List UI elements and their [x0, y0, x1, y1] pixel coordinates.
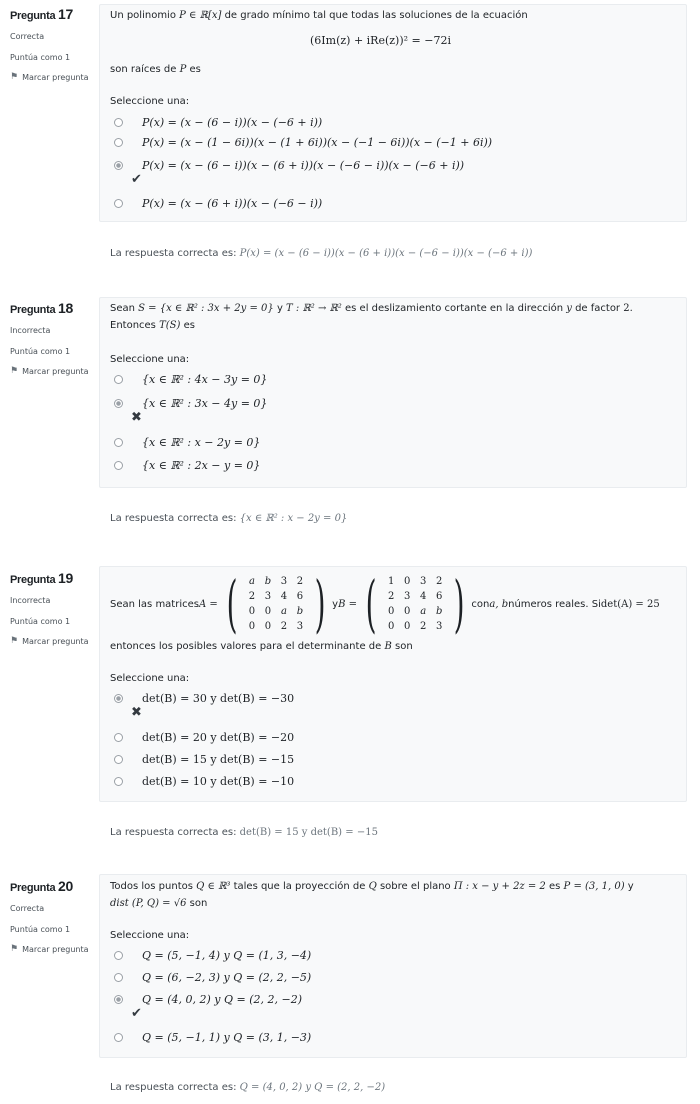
answer-option-selected[interactable]: Q = (4, 0, 2) y Q = (2, 2, −2)	[114, 991, 302, 1007]
answer-option[interactable]: Q = (5, −1, 1) y Q = (3, 1, −3)	[114, 1029, 311, 1045]
matrix-cell: 0	[404, 621, 411, 632]
matrix-cell: 2	[388, 591, 395, 602]
right-answer: La respuesta correcta es: Q = (4, 0, 2) y Q = (2, 2, −2)	[110, 1082, 386, 1093]
radio-button[interactable]	[114, 438, 123, 447]
answer-option[interactable]: {x ∈ ℝ² : 2x − y = 0}	[114, 457, 260, 473]
answer-option[interactable]: Q = (6, −2, 3) y Q = (2, 2, −5)	[114, 969, 311, 985]
question-text: Sean S = {x ∈ ℝ² : 3x + 2y = 0} y T : ℝ² → ℝ² es el deslizamiento cortante en la dirección y de factor 2.	[110, 303, 633, 314]
answer-option[interactable]: det(B) = 20 y det(B) = −20	[114, 729, 294, 745]
question-state: Correcta	[10, 904, 45, 913]
matrix-cell: 0	[248, 621, 256, 632]
matrix-cell: 2	[248, 591, 256, 602]
question-grade: Puntúa como 1	[10, 925, 71, 934]
flag-label: Marcar pregunta	[22, 72, 89, 82]
select-prompt: Seleccione una:	[110, 354, 190, 365]
question-info-18	[10, 300, 96, 376]
radio-button[interactable]	[114, 199, 123, 208]
matrix-cell: a	[280, 606, 287, 617]
answer-option[interactable]: P(x) = (x − (1 − 6i))(x − (1 + 6i))(x − (−1 − 6i))(x − (−1 + 6i))	[114, 134, 492, 150]
incorrect-cross-icon: ✖	[131, 410, 142, 425]
matrix-cell: 2	[420, 621, 427, 632]
radio-button[interactable]	[114, 1033, 123, 1042]
matrix-cell: 0	[404, 576, 411, 587]
radio-button-checked[interactable]	[114, 399, 123, 408]
matrix-b: ( 1 0 3 2 2 3 4 6 0 0 a b 0 0 2 3 )	[365, 567, 465, 640]
radio-button-checked[interactable]	[114, 161, 123, 170]
matrix-cell: 3	[280, 576, 288, 587]
matrix-cell: 2	[296, 576, 304, 587]
question-state: Incorrecta	[10, 596, 51, 605]
answer-option-selected[interactable]: det(B) = 30 y det(B) = −30	[114, 690, 294, 706]
question-grade: Puntúa como 1	[10, 53, 71, 62]
select-prompt: Seleccione una:	[110, 673, 190, 684]
right-answer: La respuesta correcta es: det(B) = 15 y det(B) = −15	[110, 827, 378, 838]
question-grade: Puntúa como 1	[10, 347, 71, 356]
answer-option[interactable]: P(x) = (x − (6 + i))(x − (−6 − i))	[114, 195, 322, 211]
radio-button[interactable]	[114, 777, 123, 786]
correct-check-icon: ✔	[131, 1006, 142, 1021]
matrix-cell: 1	[388, 576, 395, 587]
matrix-cell: 4	[280, 591, 288, 602]
flag-label: Marcar pregunta	[22, 636, 89, 646]
matrix-cell: 2	[280, 621, 288, 632]
radio-button[interactable]	[114, 118, 123, 127]
flag-icon: ⚑	[10, 72, 19, 82]
matrix-cell: b	[264, 576, 272, 587]
right-answer: La respuesta correcta es: P(x) = (x − (6 − i))(x − (6 + i))(x − (−6 − i))(x − (−6 + i))	[110, 248, 533, 259]
select-prompt: Seleccione una:	[110, 930, 190, 941]
radio-button[interactable]	[114, 461, 123, 470]
matrix-cell: 3	[436, 621, 443, 632]
question-number: Pregunta 18	[10, 300, 74, 316]
question-equation: (6Im(z) + iRe(z))² = −72i	[310, 34, 451, 47]
question-number: Pregunta 20	[10, 878, 74, 894]
question-number: Pregunta 17	[10, 6, 74, 22]
flag-icon: ⚑	[10, 636, 19, 646]
matrix-cell: 2	[436, 576, 443, 587]
answer-option[interactable]: {x ∈ ℝ² : x − 2y = 0}	[114, 434, 260, 450]
radio-button[interactable]	[114, 951, 123, 960]
flag-question-link[interactable]	[10, 944, 96, 954]
matrix-cell: 0	[248, 606, 256, 617]
question-info-19	[10, 570, 96, 646]
radio-button-checked[interactable]	[114, 694, 123, 703]
question-grade: Puntúa como 1	[10, 617, 71, 626]
flag-icon: ⚑	[10, 944, 19, 954]
answer-option-selected[interactable]: {x ∈ ℝ² : 3x − 4y = 0}	[114, 395, 267, 411]
radio-button[interactable]	[114, 755, 123, 764]
question-text: Un polinomio P ∈ ℝ[x] de grado mínimo tal que todas las soluciones de la ecuación	[110, 10, 528, 21]
question-text-2: son raíces de P es	[110, 64, 201, 75]
question-state: Incorrecta	[10, 326, 51, 335]
matrix-cell: a	[420, 606, 427, 617]
select-prompt: Seleccione una:	[110, 96, 190, 107]
radio-button[interactable]	[114, 733, 123, 742]
answer-option-selected[interactable]: P(x) = (x − (6 − i))(x − (6 + i))(x − (−6 − i))(x − (−6 + i))	[114, 157, 464, 173]
flag-label: Marcar pregunta	[22, 366, 89, 376]
question-text-2: entonces los posibles valores para el determinante de B son	[110, 641, 413, 652]
matrix-a: ( a b 3 2 2 3 4 6 0 0 a b 0 0 2 3 )	[226, 567, 326, 640]
question-info-17	[10, 6, 96, 82]
question-text-2: dist (P, Q) = √6 son	[110, 898, 208, 909]
answer-option[interactable]: det(B) = 15 y det(B) = −15	[114, 751, 294, 767]
matrix-cell: 3	[264, 591, 272, 602]
matrix-cell: 3	[296, 621, 304, 632]
answer-option[interactable]: {x ∈ ℝ² : 4x − 3y = 0}	[114, 371, 267, 387]
question-text: Todos los puntos Q ∈ ℝ³ tales que la proyección de Q sobre el plano Π : x − y + 2z = 2 es P = (3, 1, 0) y	[110, 881, 634, 892]
matrix-cell: 6	[436, 591, 443, 602]
matrix-cell: 0	[388, 606, 395, 617]
answer-option[interactable]: det(B) = 10 y det(B) = −10	[114, 773, 294, 789]
flag-question-link[interactable]	[10, 366, 96, 376]
matrix-cell: 3	[420, 576, 427, 587]
correct-check-icon: ✔	[131, 172, 142, 187]
answer-option[interactable]: P(x) = (x − (6 − i))(x − (−6 + i))	[114, 114, 322, 130]
flag-question-link[interactable]	[10, 636, 96, 646]
answer-option[interactable]: Q = (5, −1, 4) y Q = (1, 3, −4)	[114, 947, 311, 963]
question-state: Correcta	[10, 32, 45, 41]
question-text-2: Entonces T(S) es	[110, 320, 195, 331]
matrix-cell: b	[296, 606, 304, 617]
matrix-cell: b	[436, 606, 443, 617]
matrix-cell: 4	[420, 591, 427, 602]
flag-icon: ⚑	[10, 366, 19, 376]
question-info-20	[10, 878, 96, 954]
question-number: Pregunta 19	[10, 570, 74, 586]
matrix-cell: a	[248, 576, 255, 587]
matrix-cell: 0	[404, 606, 411, 617]
flag-question-link[interactable]	[10, 72, 96, 82]
matrix-cell: 0	[264, 606, 272, 617]
matrix-cell: 3	[404, 591, 411, 602]
matrix-cell: 0	[264, 621, 272, 632]
radio-button[interactable]	[114, 375, 123, 384]
radio-button-checked[interactable]	[114, 995, 123, 1004]
flag-label: Marcar pregunta	[22, 944, 89, 954]
right-answer: La respuesta correcta es: {x ∈ ℝ² : x − 2y = 0}	[110, 513, 348, 524]
question-text-matrices: Sean las matrices A = ( a b 3 2 2 3 4 6 0 0 a b 0 0 2 3 ) y B = ( 1 0 3 2 2 3 4 6 0 0 a b 0 0 2 3 ) con a, b números reales. Si det(A) = 25	[110, 567, 660, 640]
radio-button[interactable]	[114, 973, 123, 982]
incorrect-cross-icon: ✖	[131, 705, 142, 720]
radio-button[interactable]	[114, 138, 123, 147]
matrix-cell: 0	[388, 621, 395, 632]
matrix-cell: 6	[296, 591, 304, 602]
